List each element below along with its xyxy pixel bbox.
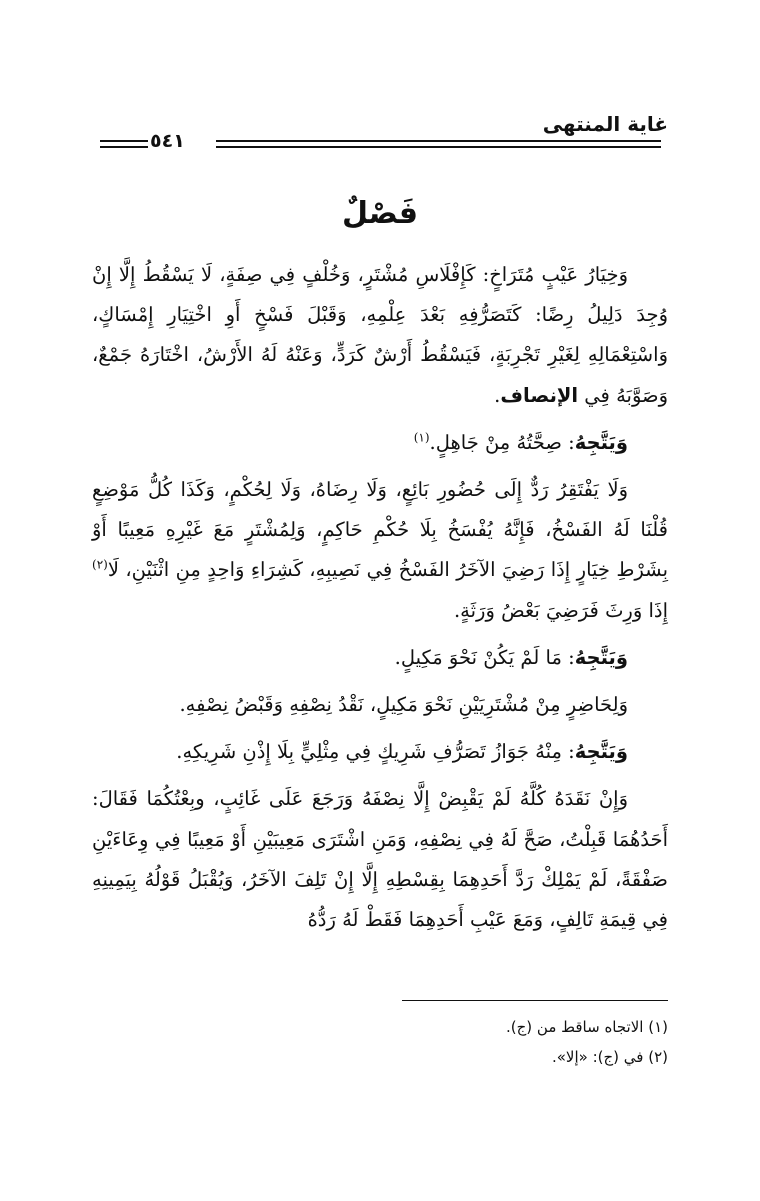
footnote-ref-1[interactable]: (١)	[413, 430, 430, 445]
footnote-ref-2[interactable]: (٢)	[92, 557, 108, 572]
paragraph-2-text: : صِحَّتُهُ مِنْ جَاهِلٍ.	[429, 430, 575, 454]
paragraph-3-text: وَلَا يَفْتَقِرُ رَدٌّ إِلَى حُضُورِ بَائِعٍ، وَلَا رِضَاهُ، وَلَا لِحُكْمٍ، وَكَذَا كُلُّ مَوْضِعٍ قُلْنَا لَهُ الفَسْخُ، فَإِنَّهُ يُفْسَخُ بِلَا حُكْمِ حَاكِمٍ، وَلِمُشْتَرٍ مَعَ غَيْرِهِ مَعِيبًا أَوْ بِشَرْطِ خِيَارٍ إِذَا رَضِيَ الآخَرُ الفَسْخُ فِي نَصِيبِهِ، كَشِرَاءِ وَاحِدٍ مِنِ اثْنَيْنِ، لَا	[92, 478, 668, 582]
paragraph-4	[92, 638, 668, 678]
footnote-2: (٢) في (ج): «إلا».	[551, 1048, 668, 1066]
keyword-yattajih: وَيَتَّجِهُ	[574, 645, 628, 669]
paragraph-6	[92, 732, 668, 772]
paragraph-7-text: وَإِنْ نَقَدَهُ كُلَّهُ لَمْ يَقْبِضْ إِلَّا نِصْفَهُ وَرَجَعَ عَلَى غَائِبٍ، وبِعْتُكُمَا فَقَالَ: أَحَدُهُمَا قَبِلْتُ، صَحَّ لَهُ فِي نِصْفِهِ، وَمَنِ اشْتَرَى مَعِيبَيْنِ أَوْ مَعِيبًا فِي وِعَاءَيْنِ صَفْقَةً، لَمْ يَمْلِكْ رَدَّ أَحَدِهِمَا بِقِسْطِهِ إِلَّا إِنْ تَلِفَ الآخَرُ، وَيُقْبَلُ قَوْلُهُ بِيَمِينِهِ فِي قِيمَةِ تَالِفٍ، وَمَعَ عَيْبِ أَحَدِهِمَا فَقَطْ لَهُ رَدُّهُ	[92, 787, 668, 932]
paragraph-7	[92, 779, 668, 940]
header-rule-right-top	[216, 140, 661, 142]
keyword-yattajih: وَيَتَّجِهُ	[574, 430, 628, 454]
header-rule-left-top	[100, 140, 148, 142]
paragraph-3-end: إِذَا وَرِثَ فَرَضِيَ بَعْضُ وَرَثَةٍ.	[453, 598, 668, 622]
paragraph-1	[92, 255, 668, 416]
section-heading: فَصْلٌ	[342, 196, 418, 231]
paragraph-4-text: : مَا لَمْ يَكُنْ نَحْوَ مَكِيلٍ.	[394, 645, 575, 669]
keyword-yattajih: وَيَتَّجِهُ	[574, 740, 628, 764]
paragraph-5	[92, 685, 668, 725]
header-rule-left-bottom	[100, 146, 148, 148]
paragraph-1-end: .	[494, 383, 501, 407]
paragraph-5-text: وَلِحَاضِرٍ مِنْ مُشْتَرِيَيْنِ نَحْوَ مَكِيلٍ، نَقْدُ نِصْفِهِ وَقَبْضُ نِصْفِهِ.	[179, 693, 628, 717]
body-text	[92, 255, 668, 940]
footnote-separator	[402, 1000, 668, 1001]
paragraph-3	[92, 470, 668, 631]
running-title: غاية المنتهى	[542, 112, 668, 136]
header-rule-right-bottom	[216, 146, 661, 148]
paragraph-1-text: وَخِيَارُ عَيْبٍ مُتَرَاخٍ: كَإِفْلَاسِ مُشْتَرٍ، وَخُلْفٍ فِي صِفَةٍ، لَا يَسْقُطُ إِلَّا إِنْ وُجِدَ دَلِيلُ رِضًا: كَتَصَرُّفِهِ بَعْدَ عِلْمِهِ، وَقَبْلَ فَسْخٍ أَوِ اخْتِيَارِ إِمْسَاكٍ، وَاسْتِعْمَالِهِ لِغَيْرِ تَجْرِبَةٍ، فَيَسْقُطُ أَرْشٌ كَرَدٍّ، وَعَنْهُ لَهُ الأَرْشُ، اخْتَارَهُ جَمْعٌ، وَصَوَّبَهُ فِي	[92, 263, 668, 407]
paragraph-2	[92, 423, 668, 463]
footnotes	[268, 1012, 668, 1072]
footnote-1: (١) الاتجاه ساقط من (ج).	[505, 1018, 668, 1036]
source-title-insaf: الإنصاف	[500, 383, 579, 407]
page-number: ٥٤١	[150, 130, 185, 152]
paragraph-6-text: : مِنْهُ جَوَازُ تَصَرُّفِ شَرِيكٍ فِي مِثْلِيٍّ بِلَا إِذْنِ شَرِيكِهِ.	[176, 740, 575, 764]
